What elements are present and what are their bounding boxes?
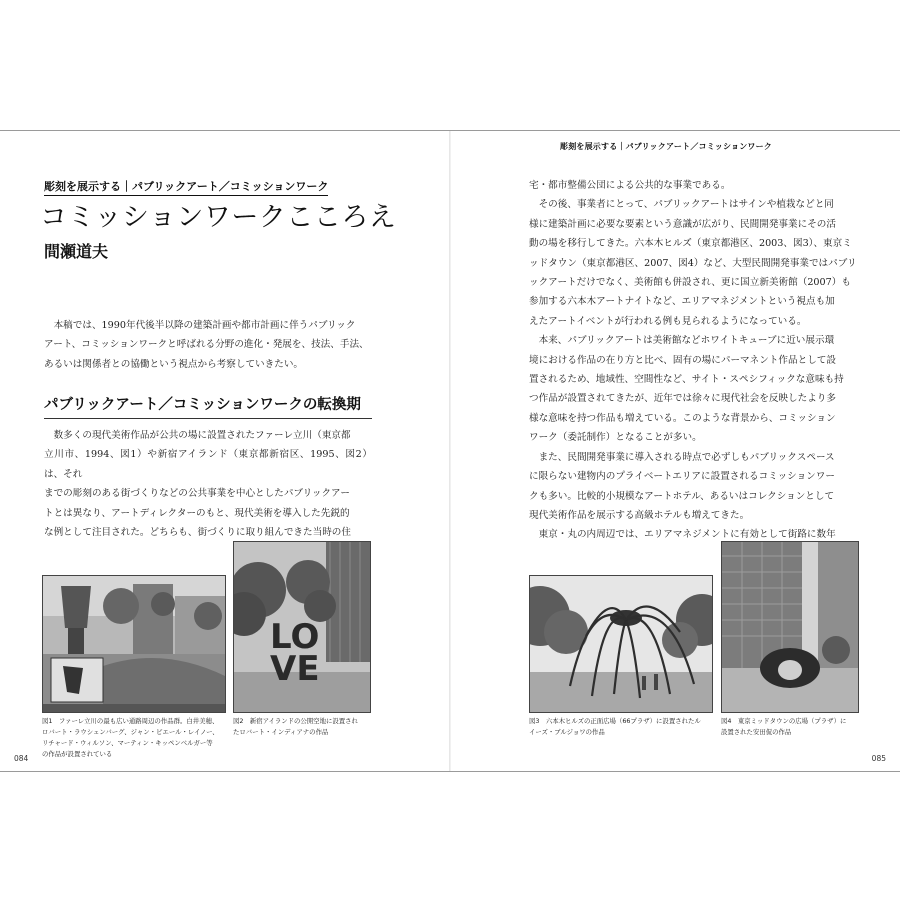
text-line: アート、コミッションワークと呼ばれる分野の進化・発展を、技法、手法、 <box>44 339 369 351</box>
text-line: ワーク（委託制作）となることが多い。 <box>529 432 702 444</box>
text-line: 東京・丸の内周辺では、エリアマネジメントに有効として街路に数年 <box>538 529 836 541</box>
author-name: 間瀬道夫 <box>44 242 109 261</box>
text-line: に限らない建物内のプライベートエリアに設置されるコミッションワー <box>529 471 835 483</box>
love-sculpture-bottom: VE <box>270 649 320 689</box>
text-line: 数多くの現代美術作品が公共の場に設置されたファーレ立川（東京都 <box>53 430 351 441</box>
text-line: 本来、パブリックアートは美術館などホワイトキューブに近い展示環 <box>538 335 835 347</box>
text-line: クも多い。比較的小規模なアートホテル、あるいはコレクションとして <box>529 490 835 502</box>
text-line: 様に建築計画に必要な要素という意識が広がり、民間開発事業にその活 <box>529 218 836 230</box>
figure-3-caption: 図3 六本木ヒルズの正面広場（66プラザ）に設置されたル イーズ・ブルジョワの作品 <box>529 717 701 736</box>
text-line: つ作品が設置されてきたが、近年では徐々に現代社会を反映したより多 <box>529 393 836 405</box>
text-line: 宅・都市整備公団による公共的な事業である。 <box>529 180 731 191</box>
intro-paragraph <box>44 316 372 374</box>
text-line: ッドタウン（東京都港区、2007、図4）など、大型民間開発事業ではパブリ <box>529 257 857 269</box>
section-heading: パブリックアート／コミッションワークの転換期 <box>44 393 372 419</box>
text-line: その後、事業者にとって、パブリックアートはサインや植栽などと同 <box>538 199 834 211</box>
text-line: ックアートだけでなく、美術館も併設され、更に国立新美術館（2007）も <box>529 277 851 289</box>
text-line: までの彫刻のある街づくりなどの公共事業を中心としたパブリックアー <box>44 488 350 500</box>
text-line: 様な意味を持つ作品も増えている。このような背景から、コミッション <box>529 412 836 424</box>
gutter <box>449 131 451 771</box>
text-line: 置されるため、地域性、空間性など、サイト・スペシフィックな意味も持 <box>529 374 844 386</box>
figure-2-photo <box>233 541 371 713</box>
text-line: トとは異なり、アートディレクターのもと、現代美術を導入した先鋭的 <box>44 507 350 519</box>
text-line: えたアートイベントが行われる例も見られるようになっている。 <box>529 315 807 327</box>
love-sculpture-top: LO <box>270 617 320 657</box>
kicker: 彫刻を展示する｜パブリックアート／コミッションワーク <box>44 178 328 196</box>
text-line: あるいは関係者との協働という視点から考察していきたい。 <box>44 358 304 370</box>
text-line: 現代美術作品を展示する高級ホテルも増えてきた。 <box>529 509 750 521</box>
text-line: 本稿では、1990年代後半以降の建築計画や都市計画に伴うパブリック <box>53 320 356 331</box>
text-line: 立川市、1994、図1）や新宿アイランド（東京都新宿区、1995、図2）は、それ <box>44 449 372 480</box>
folio-left: 084 <box>14 754 29 763</box>
figure-2-caption: 図2 新宿アイランドの公開空地に設置され たロバート・インディアナの作品 <box>233 717 358 736</box>
article-title: コミッションワークこころえ <box>40 202 397 233</box>
section-paragraph <box>44 426 372 542</box>
text-line: 境における作品の在り方と比べ、固有の場にパーマネント作品として設 <box>529 354 836 366</box>
figure-3-photo <box>529 575 713 713</box>
text-line: また、民間開発事業に導入される時点で必ずしもパブリックスペース <box>538 451 835 463</box>
text-line: 参加する六本木アートナイトなど、エリアマネジメントという視点も加 <box>529 296 835 308</box>
running-head: 彫刻を展示する｜パブリックアート／コミッションワーク <box>560 142 772 151</box>
figure-1-caption: 図1 ファーレ立川の最も広い通路周辺の作品群。白井美穂、 ロバート・ラウシェンバーグ、ジャン・ピエール・レイノー、 リチャード・ウィルソン、マーティン・キッペンベルガー等 の作品が設置されている <box>42 717 219 758</box>
figure-1-photo <box>42 575 226 713</box>
folio-right: 085 <box>871 754 886 763</box>
right-column-text <box>529 176 859 545</box>
figure-4-caption: 図4 東京ミッドタウンの広場（プラザ）に 設置された安田侃の作品 <box>721 717 847 736</box>
text-line: 動の場を移行してきた。六本木ヒルズ（東京都港区、2003、図3）、東京ミ <box>529 238 852 250</box>
figure-4-photo <box>721 541 859 713</box>
text-line: な例として注目された。どちらも、街づくりに取り組んできた当時の住 <box>44 527 351 539</box>
book-spread <box>0 130 900 772</box>
